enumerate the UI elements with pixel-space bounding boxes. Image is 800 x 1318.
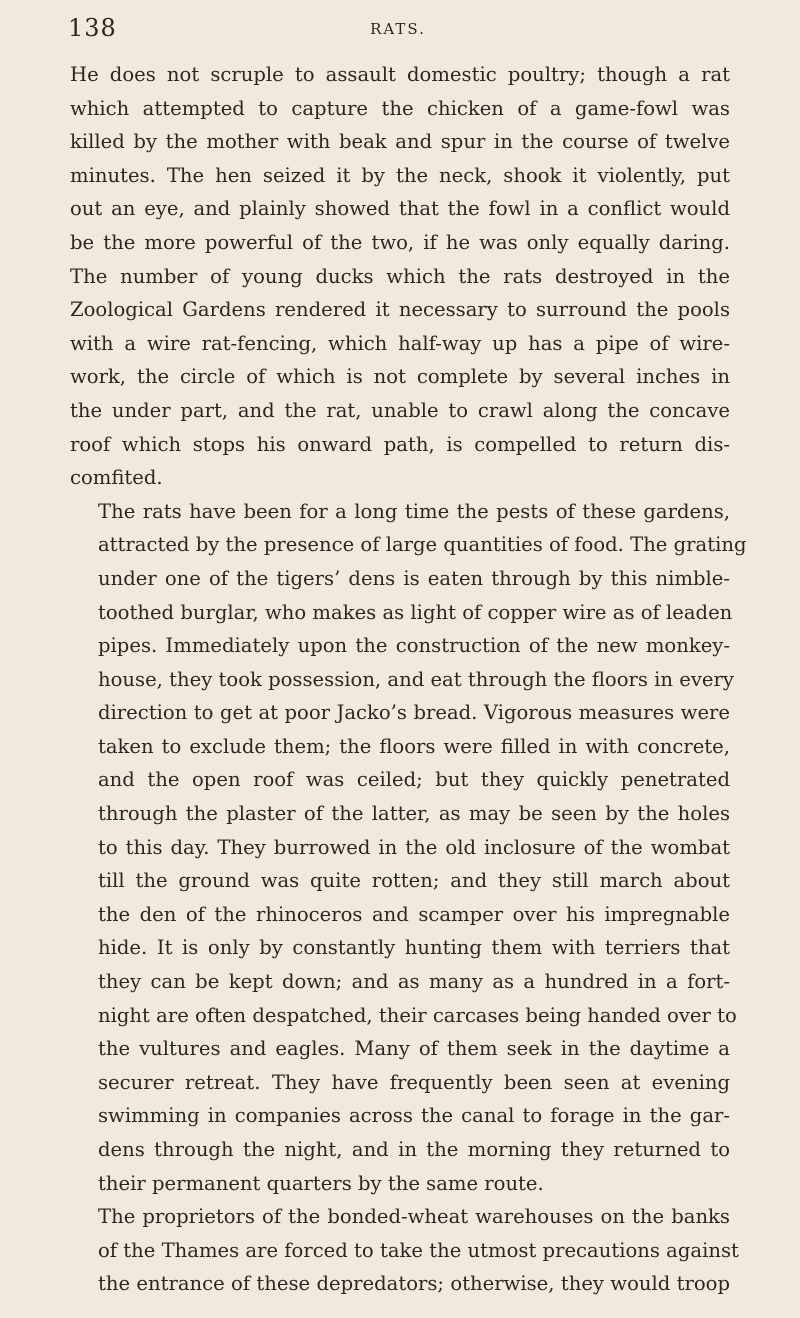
text-line: hide. It is only by constantly hunting them with terriers that: [98, 936, 730, 960]
text-line: The proprietors of the bonded-wheat warehouses on the banks: [98, 1205, 730, 1229]
text-line: He does not scruple to assault domestic poultry; though a rat: [70, 63, 730, 86]
text-line: taken to exclude them; the floors were filled in with concrete,: [98, 734, 730, 758]
text-line: the vultures and eagles. Many of them seek in the daytime a: [98, 1037, 730, 1061]
text-line: the entrance of these depredators; otherwise, they would troop: [98, 1272, 730, 1296]
running-title: RATS.: [370, 20, 426, 38]
paragraph: [70, 58, 730, 495]
text-line: work, the circle of which is not complete by several inches in: [70, 365, 730, 389]
text-line: the under part, and the rat, unable to crawl along the concave: [70, 398, 730, 422]
text-line: house, they took possession, and eat through the floors in every: [98, 667, 734, 691]
text-line: The number of young ducks which the rats destroyed in the: [70, 264, 730, 288]
text-line: Zoological Gardens rendered it necessary to surround the pools: [70, 298, 730, 322]
text-line: The rats have been for a long time the pests of these gardens,: [98, 499, 730, 523]
text-line: to this day. They burrowed in the old inclosure of the wombat: [98, 835, 730, 859]
text-line: the den of the rhinoceros and scamper over his impregnable: [98, 902, 730, 926]
text-line: minutes. The hen seized it by the neck, shook it violently, put: [70, 163, 730, 187]
page-number: 138: [68, 14, 117, 42]
text-line: night are often despatched, their carcases being handed over to: [98, 1003, 737, 1027]
text-line: out an eye, and plainly showed that the fowl in a conflict would: [70, 197, 730, 221]
body-text: [70, 58, 747, 1301]
text-line: through the plaster of the latter, as may be seen by the holes: [98, 802, 730, 826]
text-line: dens through the night, and in the morning they returned to: [98, 1138, 730, 1161]
paragraph: [70, 495, 747, 1200]
text-line: they can be kept down; and as many as a hundred in a fort-: [98, 970, 730, 994]
paragraph: [70, 1200, 739, 1301]
text-line: comfited.: [70, 466, 163, 490]
text-line: pipes. Immediately upon the construction of the new monkey-: [98, 634, 730, 658]
text-line: be the more powerful of the two, if he was only equally daring.: [70, 230, 730, 254]
text-line: of the Thames are forced to take the utmost precautions against: [98, 1238, 739, 1262]
text-line: swimming in companies across the canal to forage in the gar-: [98, 1104, 730, 1128]
text-line: under one of the tigers’ dens is eaten through by this nimble-: [98, 566, 730, 590]
text-line: till the ground was quite rotten; and they still march about: [98, 869, 730, 893]
text-line: which attempted to capture the chicken of a game-fowl was: [70, 96, 730, 120]
text-line: toothed burglar, who makes as light of copper wire as of leaden: [98, 600, 733, 624]
text-line: killed by the mother with beak and spur in the course of twelve: [70, 130, 730, 154]
text-line: attracted by the presence of large quantities of food. The grating: [98, 533, 747, 557]
text-line: with a wire rat-fencing, which half-way up has a pipe of wire-: [70, 331, 730, 355]
text-line: roof which stops his onward path, is compelled to return dis-: [70, 432, 730, 456]
text-line: their permanent quarters by the same route.: [98, 1171, 544, 1195]
text-line: securer retreat. They have frequently been seen at evening: [98, 1070, 730, 1094]
text-line: direction to get at poor Jacko’s bread. Vigorous measures were: [98, 701, 730, 725]
page-header: [68, 14, 728, 44]
text-line: and the open roof was ceiled; but they quickly penetrated: [98, 768, 730, 792]
